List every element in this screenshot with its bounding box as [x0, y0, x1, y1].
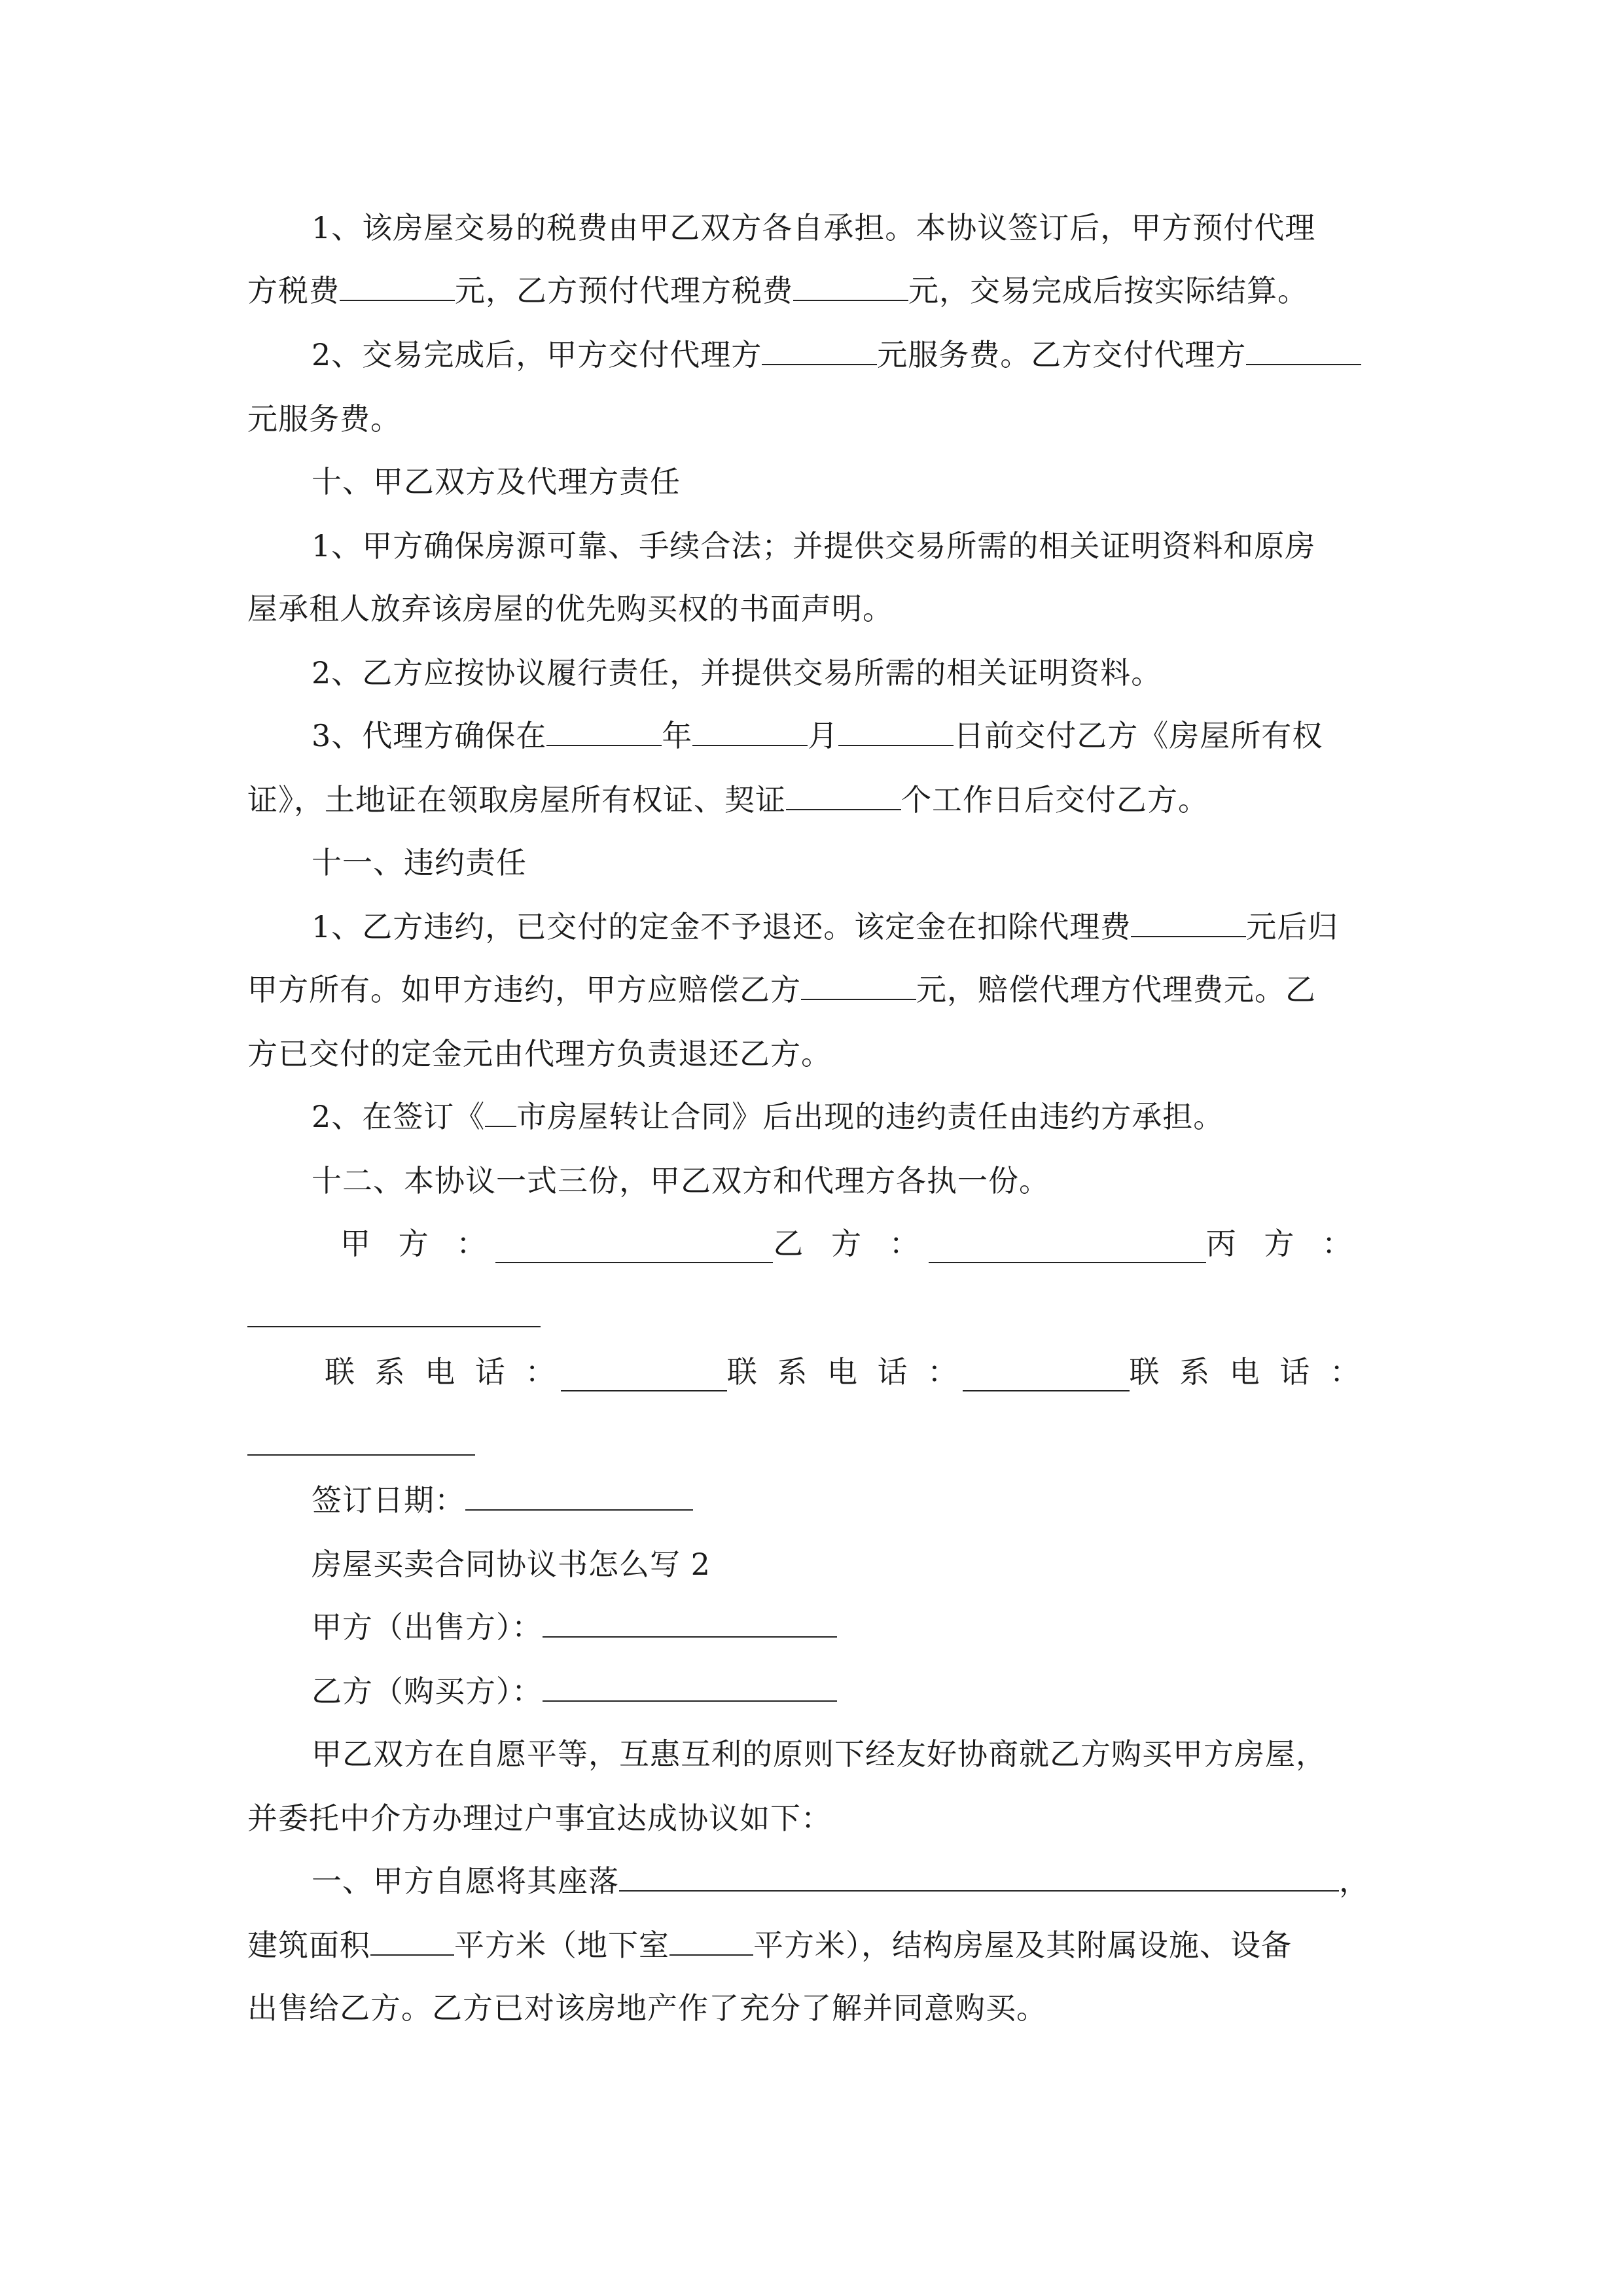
- party-b-row: 乙方（购买方）：: [312, 1672, 1380, 1711]
- signature-row: [340, 1224, 1361, 1263]
- paragraph-breach-2: 2、在签订《 市房屋转让合同》后出现的违约责任由违约方承担。: [312, 1097, 1380, 1136]
- paragraph-fee-line-2: 元服务费。: [247, 401, 401, 437]
- clause-1-line-1: 一、甲方自愿将其座落 ，: [312, 1861, 1380, 1901]
- sign-date-row: 签订日期：: [312, 1480, 1380, 1520]
- signature-field-a[interactable]: [495, 1233, 773, 1263]
- phone-field-b[interactable]: [963, 1361, 1129, 1391]
- paragraph-a-duty-line-2: 屋承租人放弃该房屋的优先购买权的书面声明。: [247, 591, 893, 626]
- party-b-field[interactable]: [543, 1672, 837, 1702]
- phone-row: [325, 1352, 1365, 1391]
- blank-field[interactable]: [786, 780, 901, 810]
- party-a-row: 甲方（出售方）：: [312, 1607, 1380, 1647]
- paragraph-b-duty: 2、乙方应按协议履行责任，并提供交易所需的相关证明资料。: [312, 655, 1162, 691]
- clause-1-line-2: 建筑面积 平方米（地下室 平方米），结构房屋及其附属设施、设备: [247, 1926, 1380, 1965]
- phone-field-c[interactable]: [247, 1454, 475, 1456]
- paragraph-agent-duty-line-2: 证》，土地证在领取房屋所有权证、契证 个工作日后交付乙方。: [247, 780, 1380, 819]
- section-heading-10: 十、甲乙双方及代理方责任: [312, 464, 681, 499]
- phone-label-b: 联 系 电 话 ：: [726, 1354, 963, 1390]
- blank-field[interactable]: [1131, 907, 1246, 937]
- area-field[interactable]: [370, 1926, 454, 1956]
- paragraph-agent-duty-line-1: 3、代理方确保在 年 月 日前交付乙方《房屋所有权: [312, 716, 1380, 755]
- blank-field[interactable]: [793, 271, 908, 301]
- paragraph-a-duty-line-1: 1、甲方确保房源可靠、手续合法；并提供交易所需的相关证明资料和原房: [312, 528, 1316, 564]
- blank-city[interactable]: [485, 1097, 516, 1127]
- blank-field[interactable]: [801, 970, 916, 1000]
- paragraph-tax-line-1: 1、该房屋交易的税费由甲乙双方各自承担。本协议签订后，甲方预付代理: [312, 210, 1316, 245]
- clause-1-line-3: 出售给乙方。乙方已对该房地产作了充分了解并同意购买。: [247, 1990, 1047, 2026]
- phone-label-c: 联 系 电 话 ：: [1129, 1354, 1365, 1390]
- blank-field[interactable]: [340, 271, 455, 301]
- section-heading-12: 十二、本协议一式三份，甲乙双方和代理方各执一份。: [312, 1163, 1050, 1198]
- signature-label-b: 乙 方 ：: [773, 1226, 929, 1261]
- paragraph-breach-line-3: 方已交付的定金元由代理方负责退还乙方。: [247, 1036, 832, 1071]
- section-title-2: 房屋买卖合同协议书怎么写 2: [312, 1547, 711, 1582]
- signature-label-a: 甲 方 ：: [340, 1226, 496, 1261]
- paragraph-agreement-line-1: 甲乙双方在自愿平等，互惠互利的原则下经友好协商就乙方购买甲方房屋，: [312, 1736, 1327, 1772]
- paragraph-breach-line-1: 1、乙方违约，已交付的定金不予退还。该定金在扣除代理费 元后归: [312, 907, 1380, 946]
- sign-date-field[interactable]: [465, 1480, 693, 1511]
- signature-field-c[interactable]: [247, 1326, 541, 1327]
- signature-label-c: 丙 方 ：: [1205, 1226, 1361, 1261]
- section-heading-11: 十一、违约责任: [312, 845, 527, 880]
- basement-area-field[interactable]: [669, 1926, 753, 1956]
- signature-field-b[interactable]: [929, 1233, 1206, 1263]
- blank-field[interactable]: [1246, 335, 1361, 365]
- blank-day[interactable]: [838, 716, 954, 746]
- phone-field-a[interactable]: [561, 1361, 727, 1391]
- blank-field[interactable]: [762, 335, 877, 365]
- party-a-field[interactable]: [543, 1607, 837, 1638]
- paragraph-fee-line-1: 2、交易完成后，甲方交付代理方 元服务费。乙方交付代理方: [312, 335, 1380, 374]
- paragraph-agreement-line-2: 并委托中介方办理过户事宜达成协议如下：: [247, 1801, 832, 1836]
- paragraph-breach-line-2: 甲方所有。如甲方违约，甲方应赔偿乙方 元，赔偿代理方代理费元。乙: [247, 970, 1380, 1009]
- blank-year[interactable]: [546, 716, 662, 746]
- blank-month[interactable]: [692, 716, 808, 746]
- paragraph-tax-line-2: 方税费 元，乙方预付代理方税费 元，交易完成后按实际结算。: [247, 271, 1380, 310]
- property-location-field[interactable]: [619, 1861, 1339, 1892]
- phone-label-a: 联 系 电 话 ：: [325, 1354, 561, 1390]
